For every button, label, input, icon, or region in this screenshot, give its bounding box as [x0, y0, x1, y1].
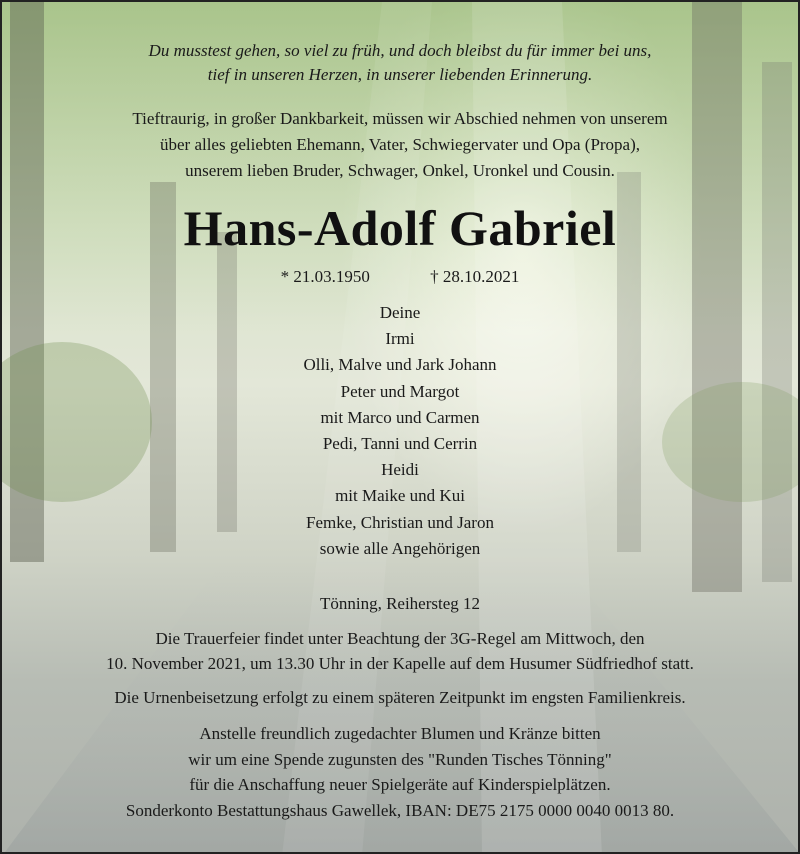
- intro-line: Tieftraurig, in großer Dankbarkeit, müssen wir Abschied nehmen von unserem: [132, 109, 668, 128]
- mourner-line: Femke, Christian und Jaron: [306, 512, 494, 532]
- donation-line: wir um eine Spende zugunsten des "Runden Tisches Tönning": [188, 749, 612, 769]
- donation-line: für die Anschaffung neuer Spielgeräte auf Kinderspielplätzen.: [189, 775, 611, 794]
- mourner-line: mit Marco und Carmen: [320, 407, 480, 427]
- mourner-line: Pedi, Tanni und Cerrin: [322, 433, 478, 453]
- mourner-line: Heidi: [381, 460, 419, 480]
- urn-burial-info: Die Urnenbeisetzung erfolgt zu einem späteren Zeitpunkt im engsten Familienkreis.: [114, 688, 686, 707]
- funeral-info: [2, 626, 798, 676]
- funeral-line: 10. November 2021, um 13.30 Uhr in der Kapelle auf dem Husumer Südfriedhof statt.: [106, 654, 694, 673]
- mourner-line: Peter und Margot: [340, 381, 460, 401]
- verse-line: Du musstest gehen, so viel zu früh, und doch bleibst du für immer bei uns,: [148, 41, 652, 60]
- mourner-line: Olli, Malve und Jark Johann: [303, 355, 497, 375]
- mourner-line: Irmi: [385, 329, 415, 349]
- life-dates: [2, 265, 798, 289]
- funeral-line: Die Trauerfeier findet unter Beachtung der 3G-Regel am Mittwoch, den: [155, 629, 645, 648]
- intro-text: [2, 106, 798, 184]
- mourner-line: sowie alle Angehörigen: [319, 538, 481, 558]
- verse-line: tief in unseren Herzen, in unserer liebenden Erinnerung.: [207, 65, 593, 84]
- memorial-verse: [2, 39, 798, 87]
- mourner-line: Deine: [379, 303, 421, 322]
- donation-line: Anstelle freundlich zugedachter Blumen und Kränze bitten: [199, 724, 601, 743]
- intro-line: über alles geliebten Ehemann, Vater, Schwiegervater und Opa (Propa),: [159, 135, 641, 154]
- family-address: Tönning, Reihersteg 12: [319, 594, 481, 613]
- donation-account: Sonderkonto Bestattungshaus Gawellek, IBAN: DE75 2175 0000 0040 0013 80.: [125, 800, 675, 820]
- birth-date: * 21.03.1950: [280, 267, 370, 286]
- donation-request: [2, 721, 798, 823]
- deceased-name: Hans-Adolf Gabriel: [183, 200, 617, 256]
- death-date: † 28.10.2021: [430, 267, 520, 286]
- mourner-line: mit Maike und Kui: [335, 486, 465, 506]
- intro-line: unserem lieben Bruder, Schwager, Onkel, Uronkel und Cousin.: [185, 161, 615, 180]
- mourners-list: [2, 300, 798, 562]
